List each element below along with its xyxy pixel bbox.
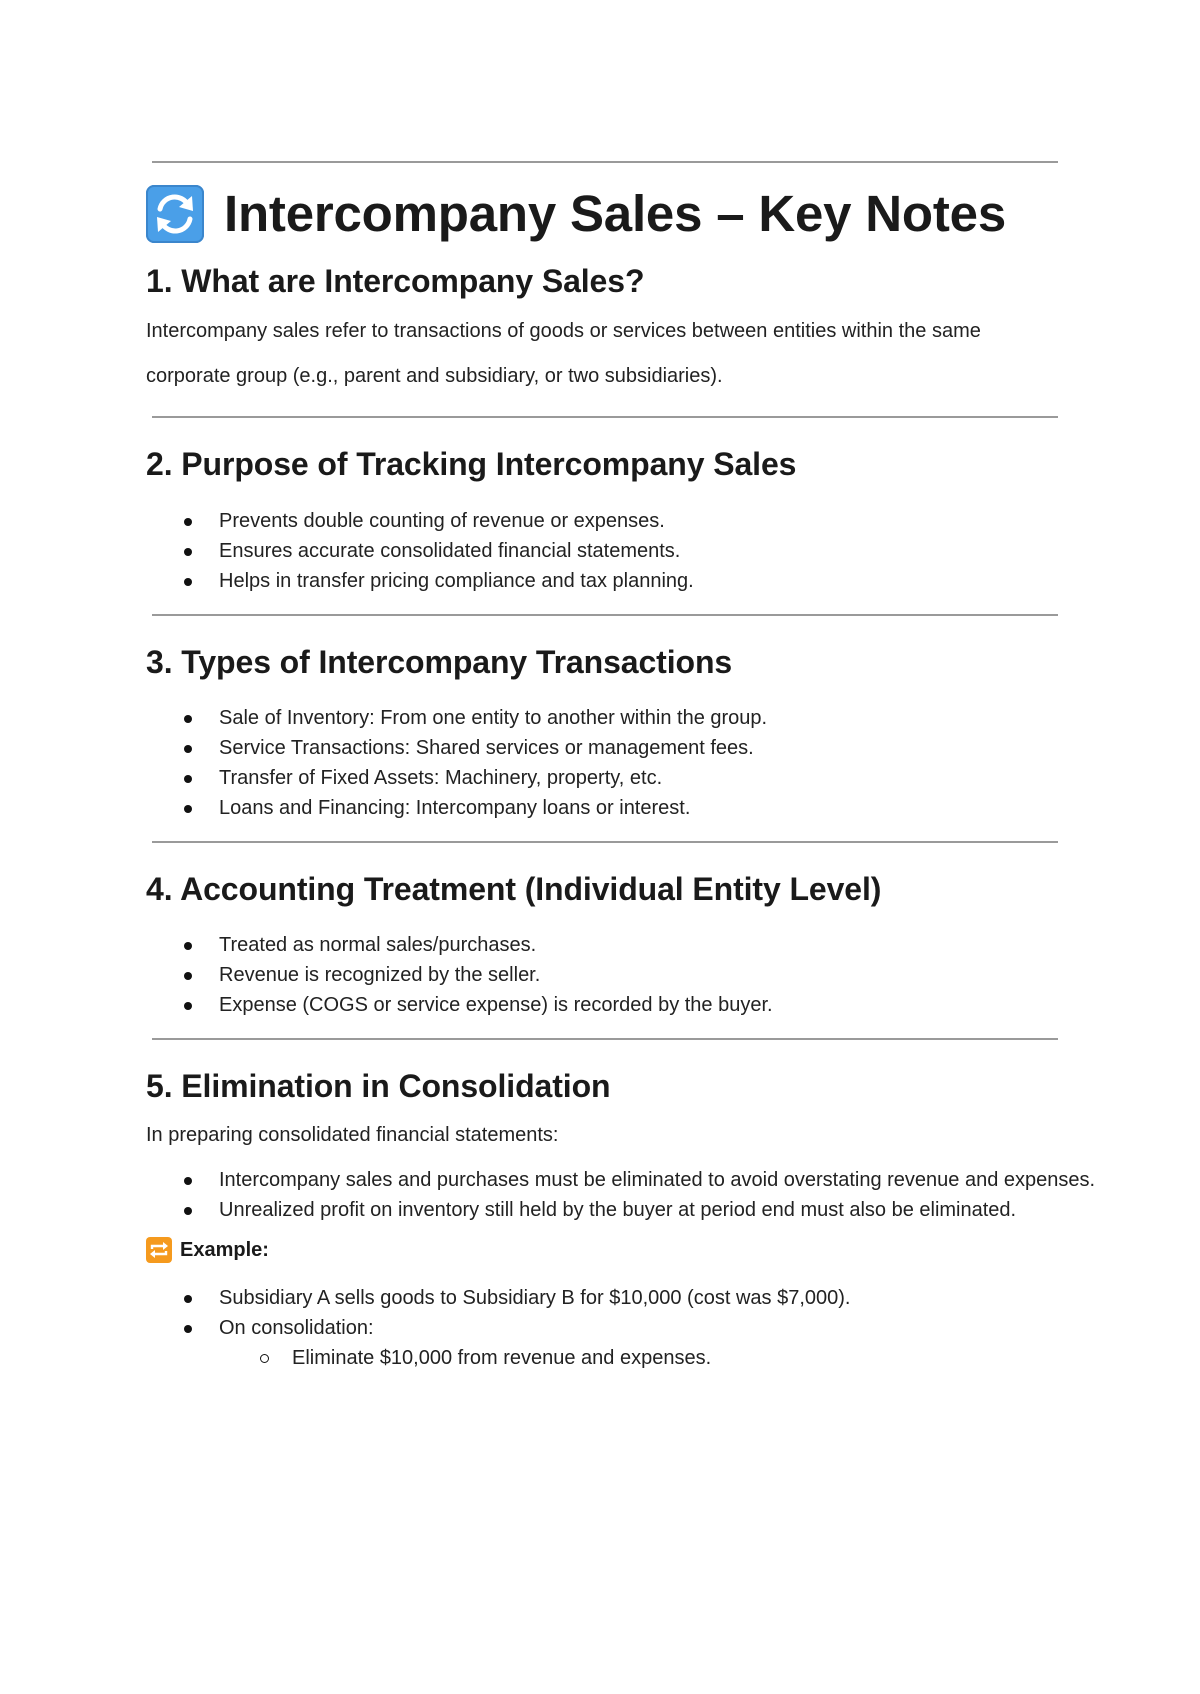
section-2-heading: 2. Purpose of Tracking Intercompany Sales: [146, 446, 797, 482]
list-item: Ensures accurate consolidated financial statements.: [219, 536, 1058, 566]
list-item: Subsidiary A sells goods to Subsidiary B for $10,000 (cost was $7,000).: [219, 1283, 1058, 1313]
example-list: [146, 1283, 1058, 1373]
divider: [152, 841, 1058, 843]
section-3-list: [146, 703, 1058, 823]
arrows-counterclockwise-icon: [146, 185, 204, 243]
divider: [152, 161, 1058, 163]
list-item: Intercompany sales and purchases must be eliminated to avoid overstating revenue and expenses.: [219, 1165, 1119, 1195]
list-item: Unrealized profit on inventory still held by the buyer at period end must also be eliminated.: [219, 1195, 1119, 1225]
divider: [152, 1038, 1058, 1040]
page-title: [146, 181, 1058, 247]
sub-list-item: Eliminate $10,000 from revenue and expenses.: [292, 1343, 1058, 1373]
list-item: Loans and Financing: Intercompany loans or interest.: [219, 793, 1058, 823]
example-label-text: Example:: [180, 1239, 269, 1261]
list-item-text: On consolidation:: [219, 1317, 374, 1339]
section-4-list: [146, 930, 1058, 1020]
section-3-heading: 3. Types of Intercompany Transactions: [146, 644, 733, 680]
section-5-list: [146, 1165, 1119, 1225]
section-5-intro: In preparing consolidated financial statements:: [146, 1124, 559, 1146]
section-4-heading: 4. Accounting Treatment (Individual Entity Level): [146, 871, 882, 907]
section-5-heading: 5. Elimination in Consolidation: [146, 1068, 611, 1104]
divider: [152, 614, 1058, 616]
section-1-heading: 1. What are Intercompany Sales?: [146, 263, 645, 299]
list-item: Revenue is recognized by the seller.: [219, 960, 1058, 990]
list-item: Expense (COGS or service expense) is recorded by the buyer.: [219, 990, 1058, 1020]
example-sub-list: [219, 1343, 1058, 1373]
list-item: Service Transactions: Shared services or management fees.: [219, 733, 1058, 763]
list-item: [219, 1313, 1058, 1373]
document-content: [146, 161, 1096, 1373]
list-item: Transfer of Fixed Assets: Machinery, property, etc.: [219, 763, 1058, 793]
divider: [152, 416, 1058, 418]
list-item: Sale of Inventory: From one entity to another within the group.: [219, 703, 1058, 733]
page-title-text: Intercompany Sales – Key Notes: [224, 185, 1006, 242]
list-item: Treated as normal sales/purchases.: [219, 930, 1058, 960]
example-label: [146, 1235, 1058, 1265]
section-1-paragraph: Intercompany sales refer to transactions of goods or services between entities within the same corporate group (e.g., parent and subsidiary, or two subsidiaries).: [146, 320, 981, 387]
list-item: Prevents double counting of revenue or expenses.: [219, 506, 1058, 536]
repeat-icon: [146, 1237, 172, 1263]
section-2-list: [146, 506, 1058, 596]
list-item: Helps in transfer pricing compliance and tax planning.: [219, 566, 1058, 596]
